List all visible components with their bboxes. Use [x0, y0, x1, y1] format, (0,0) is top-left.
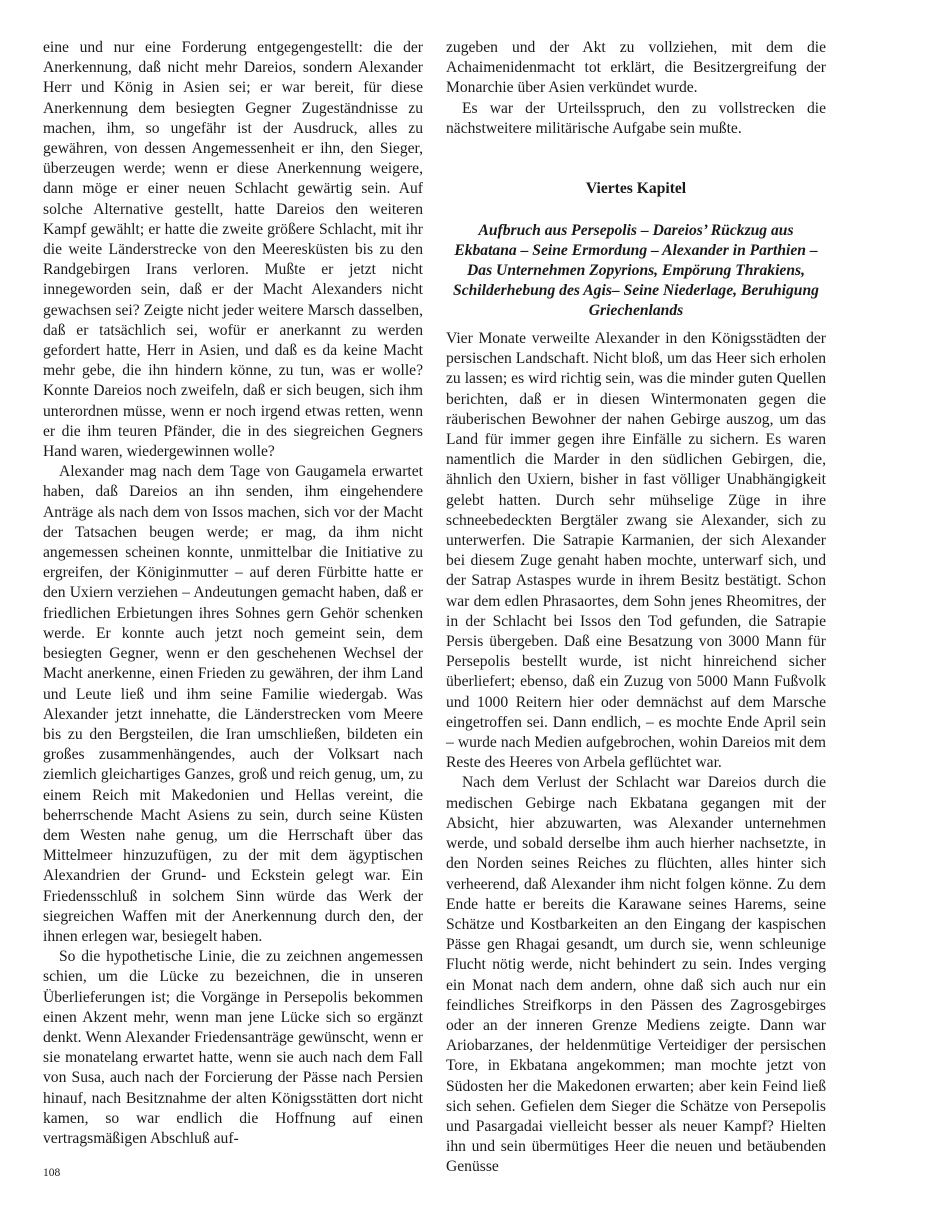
paragraph: eine und nur eine Forderung entgegengestellt: die der Anerkennung, daß nicht mehr Dareios, sondern Alexander Herr und König in Asien sei; er war bereit, für diese Anerkennung dem besiegten Gegner Zugeständnisse zu machen, ihm, so ungefähr ist der Ausdruck, alles zu gewähren, von dessen Angemessenheit er ihn, den Sieger, überzeugen werde; wenn er diese Anerkennung weigere, dann möge er einer neuen Schlacht gewärtig sein. Auf solche Alternative gestellt, hatte Dareios den weiteren Kampf gewählt; er hatte die zweite größere Schlacht, mit ihr die weite Länderstrecke von den Meeresküsten bis zu den Randgebirgen Irans verloren. Mußte er jetzt nicht innegeworden sein, daß er der Macht Alexanders nicht gewachsen sei? Zeigte nicht jeder weitere Marsch dasselben, daß er tatsächlich sei, wofür er anerkannt zu werden gefordert hatte, Herr in Asien, und daß es da keine Macht mehr gebe, die ihn hindern könne, zu tun, was er wolle? Konnte Dareios noch zweifeln, daß er sich beugen, sich ihm unterordnen müsse, wenn er noch irgend etwas retten, wenn er die ihm teuren Pfänder, die in des siegreichen Gegners Hand waren, wiedergewinnen wolle?	[43, 39, 423, 461]
left-column	[43, 38, 423, 1149]
paragraph: zugeben und der Akt zu vollziehen, mit dem die Achaimenidenmacht tot erklärt, die Besitzergreifung der Monarchie über Asien verkündet wurde.	[446, 39, 826, 97]
paragraph: So die hypothetische Linie, die zu zeichnen angemessen schien, um die Lücke zu bezeichnen, die in unseren Überlieferungen ist; die Vorgänge in Persepolis bekommen einen Akzent mehr, wenn man jene Lücke sich so ergänzt denkt. Wenn Alexander Friedensanträge gewünscht, wenn er sie monatelang erwartet hatte, wenn sie auch nach dem Fall von Susa, auch nach der Forcierung der Pässe nach Persien hinauf, nach Besitznahme der alten Königsstätten dort nicht kamen, so war endlich die Hoffnung auf einen vertragsmäßigen Abschluß auf-	[43, 948, 423, 1147]
paragraph: Nach dem Verlust der Schlacht war Dareios durch die medischen Gebirge nach Ekbatana gegangen mit der Absicht, hier abzuwarten, was Alexander unternehmen werde, und sobald derselbe ihm auch hierher nachsetzte, in den Norden seines Reiches zu flüchten, alles hinter sich verheerend, daß Alexander ihm nicht folgen könne. Zu dem Ende hatte er bereits die Karawane seines Harems, seine Schätze und Kostbarkeiten an den Eingang der kaspischen Pässe gen Rhagai gesandt, um durch sie, wenn schleunige Flucht nötig werde, nicht behindert zu sein. Indes verging ein Monat nach dem andern, ohne daß sich auch nur ein feindliches Streifkorps in den Pässen des Zagrosgebirges oder an der inneren Grenze Mediens zeigte. Dann war Ariobarzanes, der heldenmütige Verteidiger der persischen Tore, in Ekbatana angekommen; man mochte jetzt von Südosten her die Makedonen erwarten; aber kein Feind ließ sich sehen. Gefielen dem Sieger die Schätze von Persepolis und Pasargadai vielleicht besser als neuer Kampf? Hielten ihn und sein übermütiges Heer die neuen und betäubenden Genüsse	[446, 774, 826, 1176]
paragraph: Vier Monate verweilte Alexander in den Königsstädten der persischen Landschaft. Nicht bloß, um das Heer sich erholen zu lassen; es wird richtig sein, was die minder guten Quellen berichten, daß er in diesen Wintermonaten gegen die räuberischen Bewohner der nahen Gebirge auszog, um das Land für immer gegen ihre Einfälle zu sichern. Es waren namentlich die Marder in den südlichen Gebirgen, die, ähnlich den Uxiern, bisher in fast völliger Unabhängigkeit gelebt hatten. Durch sehr mühselige Züge in ihre schneebedeckten Bergtäler zwang sie Alexander, sich zu unterwerfen. Die Satrapie Karmanien, der sich Alexander bei diesem Zuge genaht haben mochte, unterwarf sich, und der Satrap Astaspes wurde in ihrem Besitz bestätigt. Schon war dem edlen Phrasaortes, dem Sohn jenes Rheomitres, der in der Schlacht bei Issos den Tod gefunden, die Satrapie Persis übergeben. Daß eine Besatzung von 3000 Mann für Persepolis bestellt wurde, ist nicht hinreichend sicher überliefert; ebenso, daß ein Zuzug von 5000 Mann Fußvolk und 1000 Reitern hier oder demnächst auf dem Marsche eingetroffen sei. Dann endlich, – es mochte Ende April sein – wurde nach Medien aufgebrochen, wohin Dareios mit dem Reste des Heeres von Arbela geflüchtet war.	[446, 330, 826, 772]
paragraph: Es war der Urteilsspruch, den zu vollstrecken die nächstweitere militärische Aufgabe sein mußte.	[446, 99, 826, 137]
chapter-summary: Aufbruch aus Persepolis – Dareios’ Rückzug aus Ekbatana – Seine Ermordung – Alexander in Parthien – Das Unternehmen Zopyrions, Empörung Thrakiens, Schilderhebung des Agis– Seine Niederlage, Beruhigung Griechenlands	[453, 222, 819, 320]
paragraph: Alexander mag nach dem Tage von Gaugamela erwartet haben, daß Dareios an ihn senden, ihm eingehendere Anträge als nach dem von Issos machen, sich vor der Macht der Tatsachen beugen werde; er mag, da ihm nicht angemessen scheinen konnte, unmittelbar die Initiative zu ergreifen, der Königinmutter – auf deren Fürbitte hatte er den Uxiern verziehen – Andeutungen gemacht haben, daß er friedlichen Erbietungen ihres Sohnes gern Gehör schenken werde. Er konnte auch jetzt noch gemeint sein, dem besiegten Gegner, wenn er den geschehenen Wechsel der Macht anerkenne, einen Frieden zu gewähren, der ihm Land und Leute ließ und ihm seine Familie wiedergab. Was Alexander jetzt innehatte, die Länderstrecken vom Meere bis zu den Bergsteilen, die Iran umschließen, bildeten ein großes zusammenhängendes, auch der Volksart nach ziemlich gleichartiges Ganzes, groß und reich genug, um, zu einem Reich mit Makedonien und Hellas vereint, die beherrschende Macht Asiens zu sein, durch seine Küsten dem Westen nahe genug, um die Herrschaft über das Mittelmeer hinzuzufügen, zu der mit dem ägyptischen Alexandrien der Grund- und Eckstein gelegt war. Ein Friedensschluß in solchem Sinn würde das Werk der siegreichen Waffen mit der Anerkennung durch den, der ihnen erlegen war, besiegelt haben.	[43, 463, 423, 945]
chapter-title: Viertes Kapitel	[585, 180, 687, 198]
page-number: 108	[43, 1167, 61, 1179]
right-column	[446, 38, 826, 1178]
